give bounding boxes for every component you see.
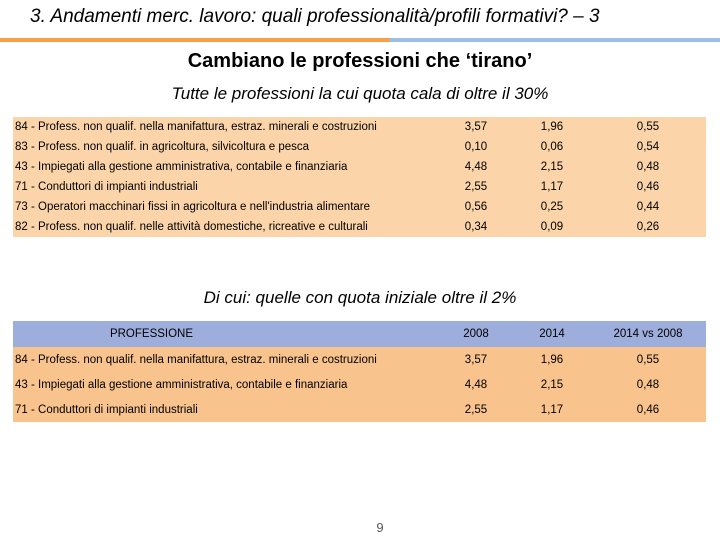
cell-profession: 82 - Profess. non qualif. nelle attività domestiche, ricreative e culturali	[13, 217, 438, 237]
header-2014: 2014	[514, 321, 590, 347]
cell-2008: 0,34	[438, 217, 514, 237]
cell-ratio: 0,55	[590, 347, 706, 372]
cell-ratio: 0,48	[590, 157, 706, 177]
title-rule-orange	[0, 38, 390, 42]
table-row	[13, 137, 706, 157]
cell-2014: 0,06	[514, 137, 590, 157]
cell-2014: 0,25	[514, 197, 590, 217]
cell-profession: 43 - Impiegati alla gestione amministrativa, contabile e finanziaria	[13, 372, 438, 397]
slide-title: 3. Andamenti merc. lavoro: quali professionalità/profili formativi? – 3	[30, 6, 600, 27]
cell-ratio: 0,48	[590, 372, 706, 397]
cell-ratio: 0,44	[590, 197, 706, 217]
cell-2008: 3,57	[438, 347, 514, 372]
cell-2014: 1,17	[514, 397, 590, 422]
cell-ratio: 0,54	[590, 137, 706, 157]
cell-profession: 83 - Profess. non qualif. in agricoltura, silvicoltura e pesca	[13, 137, 438, 157]
cell-2008: 4,48	[438, 157, 514, 177]
cell-2014: 2,15	[514, 157, 590, 177]
section-subheading: Tutte le professioni la cui quota cala di oltre il 30%	[171, 84, 549, 103]
cell-2008: 2,55	[438, 397, 514, 422]
table-row	[13, 117, 706, 137]
cell-ratio: 0,26	[590, 217, 706, 237]
cell-ratio: 0,46	[590, 177, 706, 197]
professions-decline-table	[13, 117, 706, 237]
cell-ratio: 0,46	[590, 397, 706, 422]
header-profession: PROFESSIONE	[13, 321, 438, 347]
cell-profession: 71 - Conduttori di impianti industriali	[13, 397, 438, 422]
table-row	[13, 177, 706, 197]
cell-2008: 0,56	[438, 197, 514, 217]
cell-profession: 43 - Impiegati alla gestione amministrativa, contabile e finanziaria	[13, 157, 438, 177]
table-row	[13, 347, 706, 372]
page-number: 9	[376, 520, 384, 535]
cell-profession: 73 - Operatori macchinari fissi in agricoltura e nell'industria alimentare	[13, 197, 438, 217]
cell-2008: 4,48	[438, 372, 514, 397]
cell-2014: 1,96	[514, 117, 590, 137]
table-row	[13, 157, 706, 177]
cell-2008: 3,57	[438, 117, 514, 137]
table-row	[13, 197, 706, 217]
cell-profession: 84 - Profess. non qualif. nella manifattura, estraz. minerali e costruzioni	[13, 347, 438, 372]
cell-2008: 0,10	[438, 137, 514, 157]
section-subheading-2: Di cui: quelle con quota iniziale oltre il 2%	[203, 288, 517, 307]
cell-2008: 2,55	[438, 177, 514, 197]
cell-profession: 71 - Conduttori di impianti industriali	[13, 177, 438, 197]
section-heading: Cambiano le professioni che ‘tirano’	[187, 50, 533, 72]
cell-profession: 84 - Profess. non qualif. nella manifattura, estraz. minerali e costruzioni	[13, 117, 438, 137]
table-row	[13, 217, 706, 237]
cell-ratio: 0,55	[590, 117, 706, 137]
cell-2014: 1,96	[514, 347, 590, 372]
header-2014-vs-2008: 2014 vs 2008	[590, 321, 706, 347]
table-row	[13, 397, 706, 422]
cell-2014: 2,15	[514, 372, 590, 397]
professions-high-share-table	[13, 321, 706, 422]
cell-2014: 1,17	[514, 177, 590, 197]
cell-2014: 0,09	[514, 217, 590, 237]
table-header-row	[13, 321, 706, 347]
header-2008: 2008	[438, 321, 514, 347]
table-row	[13, 372, 706, 397]
title-rule-blue	[390, 38, 720, 42]
